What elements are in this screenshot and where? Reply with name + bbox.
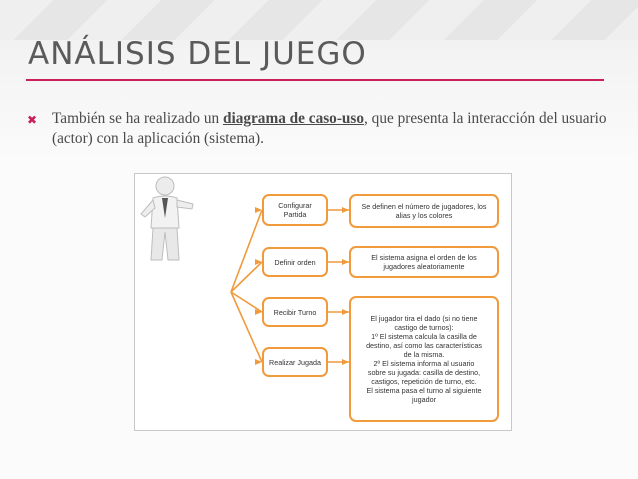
bullet-text-start: También se ha realizado un bbox=[52, 110, 223, 127]
diagram-link[interactable]: diagrama de caso-uso bbox=[222, 110, 365, 127]
slide-title: ANÁLISIS DEL JUEGO bbox=[28, 36, 367, 72]
description-jugada: El jugador tira el dado (si no tiene castigo de turnos): 1º El sistema calcula la casilla de destino, así como las características de la misma. 2º El sistema informa al usuario sobre su jugada: casilla de destino, castigos, repetición de turno, etc. El sistema pasa el turno al siguiente jugador bbox=[349, 296, 499, 422]
x-bullet-icon: ✖ bbox=[27, 113, 38, 127]
description-configurar: Se definen el número de jugadores, los alias y los colores bbox=[349, 194, 499, 228]
header-pattern bbox=[0, 0, 638, 40]
arrowhead-6 bbox=[342, 259, 349, 265]
arrowhead-7 bbox=[342, 309, 349, 315]
use-case-recibir-turno: Recibir Turno bbox=[262, 297, 328, 327]
arrowhead-8 bbox=[342, 359, 349, 365]
arrowhead-5 bbox=[342, 207, 349, 213]
use-case-realizar-jugada: Realizar Jugada bbox=[262, 347, 328, 377]
description-orden: El sistema asigna el orden de los jugadores aleatoriamente bbox=[349, 246, 499, 278]
bullet-text-end: , que presenta la interacción del usuario (actor) con la aplicación (sistema). bbox=[52, 110, 607, 147]
actor-figure-icon bbox=[135, 174, 197, 264]
use-case-definir-orden: Definir orden bbox=[262, 247, 328, 277]
bullet-text bbox=[52, 109, 612, 149]
connector-2 bbox=[231, 262, 262, 292]
connector-1 bbox=[231, 210, 262, 292]
use-case-diagram bbox=[134, 173, 512, 431]
use-case-configurar-partida: Configurar Partida bbox=[262, 194, 328, 226]
title-underline bbox=[26, 79, 604, 81]
